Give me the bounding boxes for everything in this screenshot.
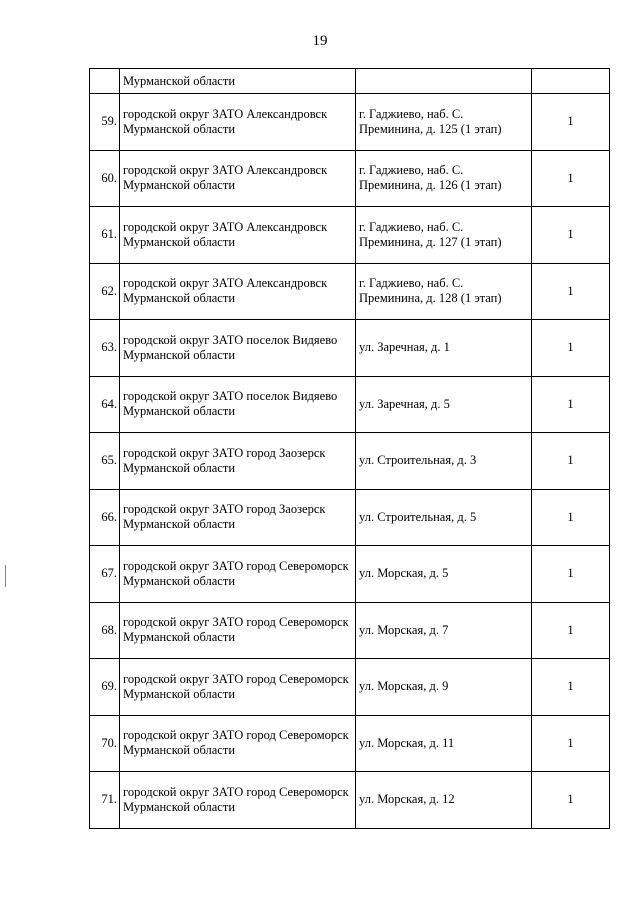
table-row (90, 489, 610, 546)
row-number: 61. (90, 207, 120, 264)
table-row (90, 207, 610, 264)
municipality-cell: городской округ ЗАТО поселок Видяево Мурманской области (120, 320, 356, 377)
table-row (90, 659, 610, 716)
address-cell: г. Гаджиево, наб. С. Преминина, д. 127 (1 этап) (356, 207, 532, 264)
address-cell: г. Гаджиево, наб. С. Преминина, д. 126 (1 этап) (356, 150, 532, 207)
row-number: 60. (90, 150, 120, 207)
row-number: 63. (90, 320, 120, 377)
row-number: 65. (90, 433, 120, 490)
municipality-cell: городской округ ЗАТО Александровск Мурманской области (120, 94, 356, 151)
quantity-cell (532, 69, 610, 94)
quantity-cell: 1 (532, 602, 610, 659)
municipality-cell: городской округ ЗАТО город Североморск Мурманской области (120, 602, 356, 659)
municipality-cell: Мурманской области (120, 69, 356, 94)
table-row (90, 94, 610, 151)
row-number: 59. (90, 94, 120, 151)
row-number: 67. (90, 546, 120, 603)
address-cell: ул. Строительная, д. 5 (356, 489, 532, 546)
table-row (90, 320, 610, 377)
quantity-cell: 1 (532, 772, 610, 829)
municipality-cell: городской округ ЗАТО Александровск Мурманской области (120, 263, 356, 320)
table-row (90, 772, 610, 829)
address-cell: ул. Морская, д. 12 (356, 772, 532, 829)
quantity-cell: 1 (532, 94, 610, 151)
address-cell: г. Гаджиево, наб. С. Преминина, д. 128 (1 этап) (356, 263, 532, 320)
table-row (90, 376, 610, 433)
address-cell: ул. Морская, д. 7 (356, 602, 532, 659)
address-cell (356, 69, 532, 94)
row-number: 62. (90, 263, 120, 320)
municipality-cell: городской округ ЗАТО город Североморск Мурманской области (120, 772, 356, 829)
row-number: 71. (90, 772, 120, 829)
quantity-cell: 1 (532, 546, 610, 603)
municipality-cell: городской округ ЗАТО город Североморск Мурманской области (120, 546, 356, 603)
table-row (90, 69, 610, 94)
quantity-cell: 1 (532, 320, 610, 377)
address-cell: г. Гаджиево, наб. С. Преминина, д. 125 (1 этап) (356, 94, 532, 151)
housing-table (89, 68, 610, 829)
address-cell: ул. Морская, д. 9 (356, 659, 532, 716)
address-cell: ул. Морская, д. 11 (356, 715, 532, 772)
quantity-cell: 1 (532, 659, 610, 716)
quantity-cell: 1 (532, 376, 610, 433)
municipality-cell: городской округ ЗАТО поселок Видяево Мурманской области (120, 376, 356, 433)
address-cell: ул. Строительная, д. 3 (356, 433, 532, 490)
address-cell: ул. Заречная, д. 1 (356, 320, 532, 377)
address-cell: ул. Заречная, д. 5 (356, 376, 532, 433)
table-row (90, 546, 610, 603)
quantity-cell: 1 (532, 715, 610, 772)
quantity-cell: 1 (532, 207, 610, 264)
row-number: 64. (90, 376, 120, 433)
municipality-cell: городской округ ЗАТО город Североморск Мурманской области (120, 659, 356, 716)
page-number: 19 (312, 33, 328, 49)
row-number (90, 69, 120, 94)
quantity-cell: 1 (532, 263, 610, 320)
row-number: 66. (90, 489, 120, 546)
quantity-cell: 1 (532, 489, 610, 546)
table-row (90, 715, 610, 772)
table-row (90, 263, 610, 320)
municipality-cell: городской округ ЗАТО город Заозерск Мурманской области (120, 489, 356, 546)
municipality-cell: городской округ ЗАТО Александровск Мурманской области (120, 150, 356, 207)
municipality-cell: городской округ ЗАТО город Заозерск Мурманской области (120, 433, 356, 490)
quantity-cell: 1 (532, 433, 610, 490)
municipality-cell: городской округ ЗАТО город Североморск Мурманской области (120, 715, 356, 772)
row-number: 69. (90, 659, 120, 716)
quantity-cell: 1 (532, 150, 610, 207)
municipality-cell: городской округ ЗАТО Александровск Мурманской области (120, 207, 356, 264)
table-row (90, 150, 610, 207)
row-number: 70. (90, 715, 120, 772)
row-number: 68. (90, 602, 120, 659)
margin-mark (5, 565, 6, 587)
table-row (90, 433, 610, 490)
table-row (90, 602, 610, 659)
address-cell: ул. Морская, д. 5 (356, 546, 532, 603)
